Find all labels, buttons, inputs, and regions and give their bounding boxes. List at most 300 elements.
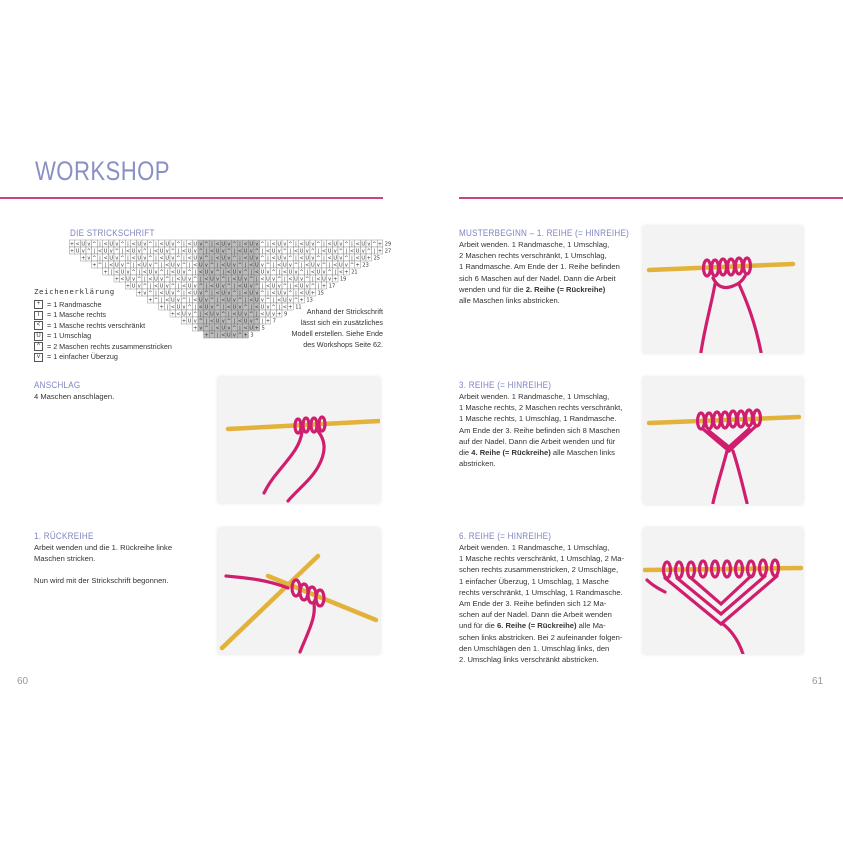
chart-symbol: v	[255, 241, 259, 248]
chart-symbol: |	[205, 283, 208, 290]
chart-symbol: <	[355, 255, 360, 262]
section-heading-reihe6: 6. REIHE (= HINREIHE)	[459, 531, 552, 542]
chart-symbol: <	[187, 241, 192, 248]
chart-symbol: ^	[153, 262, 159, 269]
chart-symbol: <	[293, 283, 299, 290]
chart-row-number: 23	[362, 262, 369, 269]
chart-symbol: v	[221, 248, 225, 255]
chart-row-number: 27	[384, 248, 392, 255]
chart-symbol: ^	[120, 255, 125, 262]
chart-symbol: ^	[310, 248, 315, 255]
chart-symbol: U	[238, 311, 242, 318]
chart-symbol: |	[295, 290, 297, 297]
chart-symbol: +	[254, 325, 259, 332]
chart-symbol: |	[289, 248, 292, 255]
chart-symbol: U	[142, 262, 147, 269]
chart-symbol: +	[265, 318, 271, 325]
legend	[34, 287, 197, 363]
chart-symbol: v	[154, 269, 158, 276]
chart-symbol: ^	[120, 241, 125, 248]
chart-symbol: <	[137, 262, 142, 269]
chart-symbol: |	[194, 304, 197, 311]
photo-reihe6	[643, 528, 803, 654]
chart-symbol: U	[226, 262, 231, 269]
chart-symbol: <	[338, 269, 343, 276]
header-rule-left	[0, 197, 383, 199]
chart-symbol: <	[243, 290, 248, 297]
chart-symbol: +	[159, 304, 164, 311]
chart-symbol: +	[288, 304, 293, 311]
legend-text: = 1 Masche rechts	[45, 310, 106, 319]
text-line: die 4. Reihe (= Rückreihe) alle Maschen links	[459, 448, 615, 458]
chart-symbol: |	[211, 255, 213, 262]
chart-symbol: ^	[137, 276, 142, 283]
chart-symbol: |	[227, 311, 230, 318]
chart-symbol: U	[282, 262, 287, 269]
header-rule-right	[459, 197, 843, 199]
chart-symbol: <	[193, 297, 198, 304]
chart-symbol: |	[295, 255, 297, 262]
text-line: Arbeit wenden. 1 Randmasche, 1 Umschlag,	[459, 240, 610, 249]
chart-symbol: |	[317, 283, 320, 290]
chart-symbol: U	[204, 304, 209, 311]
chart-heading: DIE STRICKSCHRIFT	[70, 228, 155, 239]
chart-symbol: <	[299, 290, 304, 297]
chart-symbol: <	[204, 276, 209, 283]
text-line: abstricken.	[459, 459, 496, 469]
chart-symbol: v	[249, 283, 253, 290]
chart-symbol: |	[160, 297, 163, 304]
chart-symbol: v	[255, 255, 259, 262]
legend-symbol: <	[34, 321, 43, 330]
chart-row-number: 19	[340, 276, 347, 283]
chart-symbol: ^	[125, 262, 131, 269]
section-text-rueckreihe	[34, 542, 204, 587]
chart-symbol: |	[317, 248, 320, 255]
chart-symbol: ^	[327, 269, 332, 276]
chart-symbol: ^	[198, 318, 203, 325]
chart-symbol: ^	[260, 241, 265, 248]
chart-symbol: U	[75, 248, 80, 255]
chart-symbol: <	[221, 262, 226, 269]
chart-symbol: <	[159, 241, 164, 248]
chart-row-number: 13	[306, 297, 313, 304]
text-line: und für die 6. Reihe (= Rückreihe) alle Ma-	[459, 621, 606, 631]
chart-symbol: ^	[288, 241, 293, 248]
chart-symbol: v	[171, 255, 175, 262]
chart-symbol: v	[176, 297, 180, 304]
chart-symbol: ^	[176, 290, 181, 297]
chart-symbol: v	[143, 255, 147, 262]
chart-symbol: <	[97, 248, 103, 255]
section-text-reihe6	[459, 542, 637, 665]
chart-symbol: ^	[232, 255, 237, 262]
chart-symbol: U	[193, 290, 198, 297]
chart-symbol: <	[170, 304, 175, 311]
chart-symbol: <	[165, 297, 170, 304]
chart-symbol: ^	[198, 283, 203, 290]
chart-row-number: 3	[250, 332, 254, 339]
chart-symbol: U	[182, 276, 186, 283]
chart-symbol: U	[109, 255, 114, 262]
chart-symbol: ^	[232, 290, 237, 297]
chart-symbol: <	[282, 269, 287, 276]
chart-symbol: |	[267, 290, 269, 297]
chart-symbol: U	[176, 304, 181, 311]
chart-symbol: ^	[237, 262, 243, 269]
chart-symbol: <	[75, 241, 80, 248]
chart-symbol: v	[277, 248, 281, 255]
chart-symbol: ^	[232, 325, 237, 332]
page-title: WORKSHOP	[35, 156, 170, 186]
chart-symbol: ^	[254, 248, 259, 255]
chart-symbol: v	[367, 241, 371, 248]
chart-symbol: ^	[288, 290, 293, 297]
text-line: alle Maschen links abstricken.	[459, 296, 560, 306]
chart-symbol: v	[328, 276, 332, 283]
chart-symbol: ^	[260, 255, 265, 262]
chart-symbol: <	[327, 241, 332, 248]
chart-symbol: |	[216, 332, 219, 339]
chart-symbol: ^	[226, 248, 231, 255]
chart-symbol: v	[288, 262, 292, 269]
chart-symbol: v	[232, 297, 236, 304]
chart-symbol: ^	[316, 255, 321, 262]
chart-symbol: <	[103, 255, 108, 262]
chart-symbol: +	[137, 290, 142, 297]
chart-symbol: v	[199, 325, 203, 332]
chart-symbol: |	[323, 241, 325, 248]
chart-symbol: <	[271, 290, 276, 297]
chart-symbol: |	[267, 241, 269, 248]
legend-item	[34, 297, 197, 311]
chart-symbol: |	[155, 255, 157, 262]
chart-symbol: <	[181, 283, 187, 290]
chart-symbol: U	[260, 269, 265, 276]
photo-reihe3	[643, 377, 803, 504]
chart-symbol: <	[187, 290, 192, 297]
chart-symbol: ^	[344, 255, 349, 262]
chart-symbol: U	[355, 248, 360, 255]
chart-symbol: <	[243, 255, 248, 262]
chart-symbol: ^	[181, 297, 187, 304]
chart-symbol: |	[211, 325, 213, 332]
chart-symbol: |	[255, 276, 258, 283]
chart-note-line: lässt sich ein zusätzliches	[300, 318, 383, 327]
chart-symbol: ^	[204, 241, 209, 248]
chart-symbol: |	[244, 262, 247, 269]
chart-symbol: <	[265, 283, 271, 290]
chart-symbol: U	[327, 248, 332, 255]
chart-symbol: v	[244, 311, 248, 318]
chart-symbol: |	[289, 283, 292, 290]
chart-symbol: v	[115, 241, 119, 248]
chart-symbol: v	[361, 248, 365, 255]
text-line: wenden und für die 2. Reihe (= Rückreihe)	[459, 284, 606, 294]
chart-symbol: U	[299, 248, 304, 255]
chart-symbol: |	[183, 290, 185, 297]
text-line	[34, 564, 204, 575]
chart-symbol: v	[216, 276, 220, 283]
chart-symbol: |	[155, 290, 157, 297]
chart-symbol: +	[193, 325, 198, 332]
chart-symbol: v	[288, 297, 292, 304]
chart-symbol: +	[377, 241, 383, 248]
chart-symbol: |	[278, 269, 281, 276]
chart-symbol: <	[271, 255, 276, 262]
chart-symbol: U	[131, 283, 136, 290]
chart-symbol: U	[210, 311, 214, 318]
chart-symbol: U	[165, 290, 170, 297]
section-heading-musterbeginn: MUSTERBEGINN – 1. REIHE (= HINREIHE)	[459, 228, 630, 239]
text-line: Arbeit wenden. 1 Randmasche, 1 Umschlag,	[459, 543, 610, 552]
chart-symbol: v	[210, 304, 214, 311]
chart-symbol: <	[226, 304, 231, 311]
chart-symbol: |	[233, 248, 236, 255]
chart-symbol: |	[110, 269, 113, 276]
chart-symbol: ^	[226, 318, 231, 325]
bold-phrase: 2. Reihe (= Rückreihe)	[525, 284, 606, 294]
chart-symbol: <	[153, 248, 159, 255]
chart-symbol: v	[137, 283, 141, 290]
chart-symbol: +	[81, 255, 86, 262]
chart-row-number: 25	[373, 255, 380, 262]
chart-symbol: U	[277, 241, 282, 248]
chart-symbol: U	[310, 262, 315, 269]
chart-symbol: ^	[165, 276, 170, 283]
chart-symbol: U	[266, 311, 270, 318]
chart-symbol: <	[282, 304, 287, 311]
chart-symbol: <	[232, 311, 237, 318]
chart-symbol: v	[81, 248, 85, 255]
chart-symbol: <	[237, 248, 243, 255]
chart-symbol: <	[288, 276, 293, 283]
chart-symbol: <	[142, 269, 147, 276]
chart-symbol: U	[204, 269, 209, 276]
chart-symbol: |	[244, 297, 247, 304]
chart-symbol: +	[103, 269, 108, 276]
chart-symbol: v	[272, 311, 276, 318]
chart-symbol: v	[255, 290, 259, 297]
chart-symbol: U	[361, 255, 366, 262]
chart-symbol: |	[239, 241, 241, 248]
text-line: Arbeit wenden und die 1. Rückreihe linke	[34, 543, 173, 552]
chart-symbol: v	[188, 276, 192, 283]
chart-row-number: 17	[328, 283, 336, 290]
chart-symbol: |	[183, 241, 185, 248]
chart-row-number: 5	[261, 325, 265, 332]
chart-symbol: ^	[187, 304, 192, 311]
chart-symbol: <	[176, 311, 181, 318]
chart-symbol: ^	[271, 304, 276, 311]
chart-symbol: <	[221, 297, 226, 304]
chart-symbol: |	[345, 248, 348, 255]
chart-symbol: ^	[226, 283, 231, 290]
chart-symbol: v	[272, 276, 276, 283]
text-line: den Umschlägen den 1. Umschlag links, den	[459, 643, 610, 653]
chart-symbol: U	[165, 255, 170, 262]
chart-symbol: U	[232, 304, 237, 311]
chart-symbol: ^	[142, 248, 147, 255]
chart-symbol: ^	[265, 262, 271, 269]
chart-symbol: +	[310, 290, 315, 297]
text-line: 2. Umschlag links verschränkt abstricken.	[459, 655, 599, 665]
chart-symbol: ^	[193, 276, 198, 283]
chart-symbol: U	[215, 248, 220, 255]
chart-symbol: <	[226, 269, 231, 276]
chart-symbol: ^	[316, 241, 321, 248]
chart-symbol: v	[199, 241, 203, 248]
chart-symbol: |	[166, 304, 169, 311]
chart-symbol: U	[165, 241, 170, 248]
chart-note-line: Anhand der Strickschrift	[306, 307, 383, 316]
chart-symbol: v	[305, 283, 309, 290]
chart-symbol: U	[282, 297, 287, 304]
chart-symbol: v	[260, 297, 264, 304]
legend-item	[34, 342, 194, 353]
chart-symbol: ^	[249, 311, 254, 318]
chart-symbol: +	[125, 283, 131, 290]
chart-symbol: +	[355, 262, 360, 269]
chart-symbol: U	[277, 290, 282, 297]
chart-symbol: v	[210, 269, 214, 276]
chart-symbol: v	[216, 311, 220, 318]
chart-symbol: |	[160, 262, 163, 269]
chart-symbol: ^	[86, 248, 91, 255]
chart-symbol: ^	[321, 262, 327, 269]
chart-symbol: |	[166, 269, 169, 276]
chart-symbol: ^	[237, 332, 243, 339]
chart-symbol: <	[277, 262, 282, 269]
chart-symbol: U	[187, 318, 192, 325]
page-number-right: 61	[812, 676, 824, 687]
chart-symbol: U	[126, 276, 130, 283]
chart-symbol: +	[148, 297, 153, 304]
legend-text: = 1 Masche rechts verschränkt	[45, 320, 146, 330]
chart-symbol: v	[339, 255, 343, 262]
chart-symbol: U	[170, 297, 175, 304]
chart-symbol: |	[138, 269, 141, 276]
legend-symbol: +	[34, 300, 43, 309]
chart-symbol: +	[170, 311, 175, 318]
bold-phrase: 4. Reihe (= Rückreihe)	[471, 448, 551, 458]
chart-symbol: |	[149, 283, 152, 290]
chart-symbol: U	[243, 283, 248, 290]
chart-symbol: |	[216, 262, 219, 269]
chart-symbol: U	[221, 325, 226, 332]
chart-symbol: v	[188, 311, 192, 318]
chart-symbol: <	[305, 262, 310, 269]
chart-symbol: ^	[288, 255, 293, 262]
chart-symbol: U	[221, 241, 226, 248]
chart-symbol: v	[232, 332, 236, 339]
chart-symbol: |	[300, 262, 303, 269]
chart-symbol: +	[114, 276, 119, 283]
chart-symbol: <	[260, 311, 265, 318]
chart-symbol: U	[198, 262, 203, 269]
chart-symbol: ^	[293, 262, 299, 269]
chart-symbol: U	[271, 283, 276, 290]
bold-phrase: 6. Reihe (= Rückreihe)	[497, 621, 577, 631]
chart-symbol: U	[243, 318, 248, 325]
chart-symbol: U	[249, 241, 254, 248]
chart-symbol: |	[334, 269, 337, 276]
chart-symbol: <	[349, 248, 355, 255]
legend-symbol: I	[34, 311, 43, 320]
text-line: schen rechts zusammenstricken, 2 Umschläge,	[459, 565, 619, 575]
chart-symbol: ^	[181, 262, 187, 269]
chart-symbol: <	[243, 241, 248, 248]
chart-symbol: |	[155, 241, 157, 248]
chart-symbol: ^	[204, 325, 209, 332]
chart-symbol: <	[265, 248, 271, 255]
chart-symbol: v	[260, 262, 264, 269]
chart-symbol: <	[215, 325, 220, 332]
chart-symbol: v	[120, 262, 124, 269]
chart-symbol: <	[181, 248, 187, 255]
chart-symbol: <	[209, 283, 215, 290]
chart-symbol: +	[277, 311, 282, 318]
chart-symbol: v	[115, 255, 119, 262]
chart-symbol: |	[199, 311, 202, 318]
chart-symbol: +	[243, 332, 248, 339]
chart-symbol: |	[99, 255, 101, 262]
chart-symbol: <	[125, 248, 131, 255]
chart-symbol: U	[232, 269, 237, 276]
section-heading-rueckreihe: 1. RÜCKREIHE	[34, 531, 94, 542]
chart-symbol: |	[373, 248, 376, 255]
chart-symbol: ^	[243, 269, 248, 276]
chart-symbol: U	[221, 255, 226, 262]
chart-symbol: |	[323, 255, 325, 262]
chart-symbol: |	[127, 255, 129, 262]
chart-symbol: v	[238, 304, 242, 311]
chart-symbol: v	[193, 318, 197, 325]
chart-symbol: <	[355, 241, 360, 248]
chart-symbol: U	[81, 241, 86, 248]
chart-symbol: ^	[221, 311, 226, 318]
chart-symbol: v	[182, 269, 186, 276]
chart-symbol: ^	[176, 255, 181, 262]
chart-symbol: v	[165, 283, 169, 290]
chart-symbol: <	[321, 248, 327, 255]
chart-row-number: 11	[295, 304, 302, 311]
chart-symbol: v	[221, 318, 225, 325]
chart-symbol: |	[351, 241, 353, 248]
chart-symbol: v	[204, 297, 208, 304]
chart-symbol: <	[176, 276, 181, 283]
chart-symbol: U	[249, 290, 254, 297]
chart-symbol: |	[127, 241, 129, 248]
chart-symbol: U	[103, 248, 108, 255]
chart-symbol: ^	[271, 269, 276, 276]
chart-symbol: U	[294, 276, 298, 283]
chart-symbol: |	[171, 276, 174, 283]
chart-symbol: v	[249, 248, 253, 255]
chart-symbol: U	[322, 276, 326, 283]
chart-symbol: U	[266, 276, 270, 283]
chart-symbol: v	[227, 325, 231, 332]
legend-title: Zeichenerklärung	[34, 287, 115, 296]
chart-symbol: <	[170, 269, 175, 276]
chart-symbol: ^	[148, 290, 153, 297]
chart-symbol: ^	[282, 283, 287, 290]
legend-text: = 2 Maschen rechts zusammenstricken	[45, 341, 172, 351]
chart-symbol: +	[299, 297, 304, 304]
chart-symbol: v	[339, 241, 343, 248]
chart-symbol: |	[267, 255, 269, 262]
chart-symbol: ^	[310, 283, 315, 290]
